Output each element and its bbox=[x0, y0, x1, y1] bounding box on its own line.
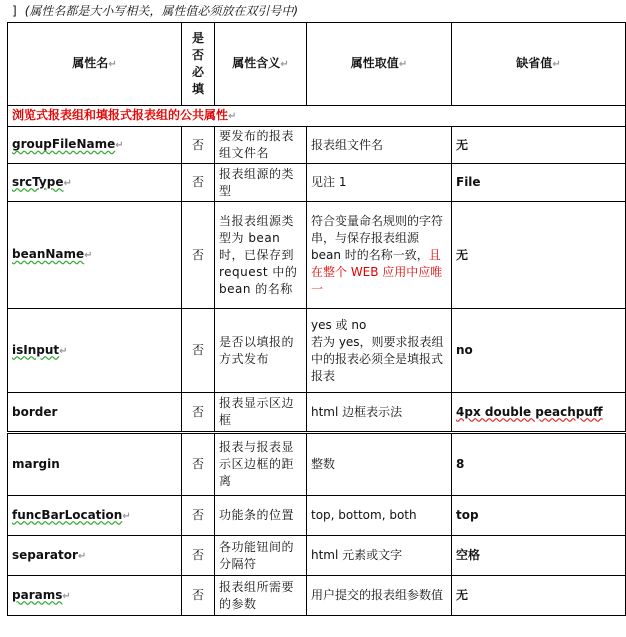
attr-values: top, bottom, both bbox=[307, 496, 452, 536]
table-row bbox=[8, 433, 626, 496]
attr-values: 见注 1 bbox=[307, 164, 452, 202]
header-required: 是 否 必 填 bbox=[182, 23, 215, 106]
attr-default: 无 bbox=[452, 202, 626, 309]
attr-name: beanName↵ bbox=[8, 202, 182, 309]
attr-required: 否 bbox=[182, 576, 215, 616]
attr-default: File bbox=[452, 164, 626, 202]
attr-meaning: 报表显示区边框 bbox=[215, 393, 307, 433]
table-row bbox=[8, 127, 626, 164]
attr-name: margin bbox=[8, 433, 182, 496]
attr-values: 用户提交的报表组参数值 bbox=[307, 576, 452, 616]
attribute-case-note bbox=[12, 2, 298, 19]
table-row bbox=[8, 309, 626, 393]
attr-name: isInput↵ bbox=[8, 309, 182, 393]
attr-values: 符合变量命名规则的字符串，与保存报表组源 bean 时的名称一致，且在整个 WEB 应用中应唯一 bbox=[307, 202, 452, 309]
attr-meaning: 报表组所需要的参数 bbox=[215, 576, 307, 616]
attr-meaning: 功能条的位置 bbox=[215, 496, 307, 536]
attr-default: 无 bbox=[452, 576, 626, 616]
attr-name: groupFileName↵ bbox=[8, 127, 182, 164]
attr-required: 否 bbox=[182, 309, 215, 393]
attr-values: 报表组文件名 bbox=[307, 127, 452, 164]
attr-meaning: 报表与报表显示区边框的距离 bbox=[215, 433, 307, 496]
attr-required: 否 bbox=[182, 127, 215, 164]
header-values: 属性取值↵ bbox=[307, 23, 452, 106]
report-group-attributes-table bbox=[7, 22, 626, 616]
attr-meaning: 要发布的报表组文件名 bbox=[215, 127, 307, 164]
attr-name: funcBarLocation↵ bbox=[8, 496, 182, 536]
attr-values: html 元素或文字 bbox=[307, 536, 452, 576]
table-row bbox=[8, 496, 626, 536]
header-meaning: 属性含义↵ bbox=[215, 23, 307, 106]
attr-required: 否 bbox=[182, 496, 215, 536]
attr-values: html 边框表示法 bbox=[307, 393, 452, 433]
attr-required: 否 bbox=[182, 536, 215, 576]
table-row bbox=[8, 164, 626, 202]
table-row bbox=[8, 576, 626, 616]
attr-default: top bbox=[452, 496, 626, 536]
table-row bbox=[8, 536, 626, 576]
attr-name: separator↵ bbox=[8, 536, 182, 576]
attr-meaning: 当报表组源类型为 bean 时，已保存到 request 中的 bean 的名称 bbox=[215, 202, 307, 309]
unique-constraint-note: 且在整个 WEB 应用中应唯一 bbox=[311, 247, 443, 296]
table-row bbox=[8, 202, 626, 309]
note-bracket: ] bbox=[12, 4, 17, 18]
attr-required: 否 bbox=[182, 164, 215, 202]
header-default: 缺省值↵ bbox=[452, 23, 626, 106]
attr-default: 空格 bbox=[452, 536, 626, 576]
attr-required: 否 bbox=[182, 393, 215, 433]
section-title: 浏览式报表组和填报式报表组的公共属性↵ bbox=[8, 106, 626, 127]
attr-meaning: 报表组源的类型 bbox=[215, 164, 307, 202]
attr-default: no bbox=[452, 309, 626, 393]
attr-default: 无 bbox=[452, 127, 626, 164]
attr-values: yes 或 no 若为 yes，则要求报表组中的报表必须全是填报式报表 bbox=[307, 309, 452, 393]
attr-meaning: 是否以填报的方式发布 bbox=[215, 309, 307, 393]
attr-name: border bbox=[8, 393, 182, 433]
section-row bbox=[8, 106, 626, 127]
attr-values: 整数 bbox=[307, 433, 452, 496]
attr-required: 否 bbox=[182, 202, 215, 309]
attr-default: 8 bbox=[452, 433, 626, 496]
attr-name: srcType↵ bbox=[8, 164, 182, 202]
table-row bbox=[8, 393, 626, 433]
attr-required: 否 bbox=[182, 433, 215, 496]
header-row bbox=[8, 23, 626, 106]
note-text: (属性名都是大小写相关，属性值必须放在双引号中) bbox=[24, 4, 299, 18]
attr-name: params↵ bbox=[8, 576, 182, 616]
header-attribute-name: 属性名↵ bbox=[8, 23, 182, 106]
attr-meaning: 各功能钮间的分隔符 bbox=[215, 536, 307, 576]
attr-default: 4px double peachpuff bbox=[452, 393, 626, 433]
